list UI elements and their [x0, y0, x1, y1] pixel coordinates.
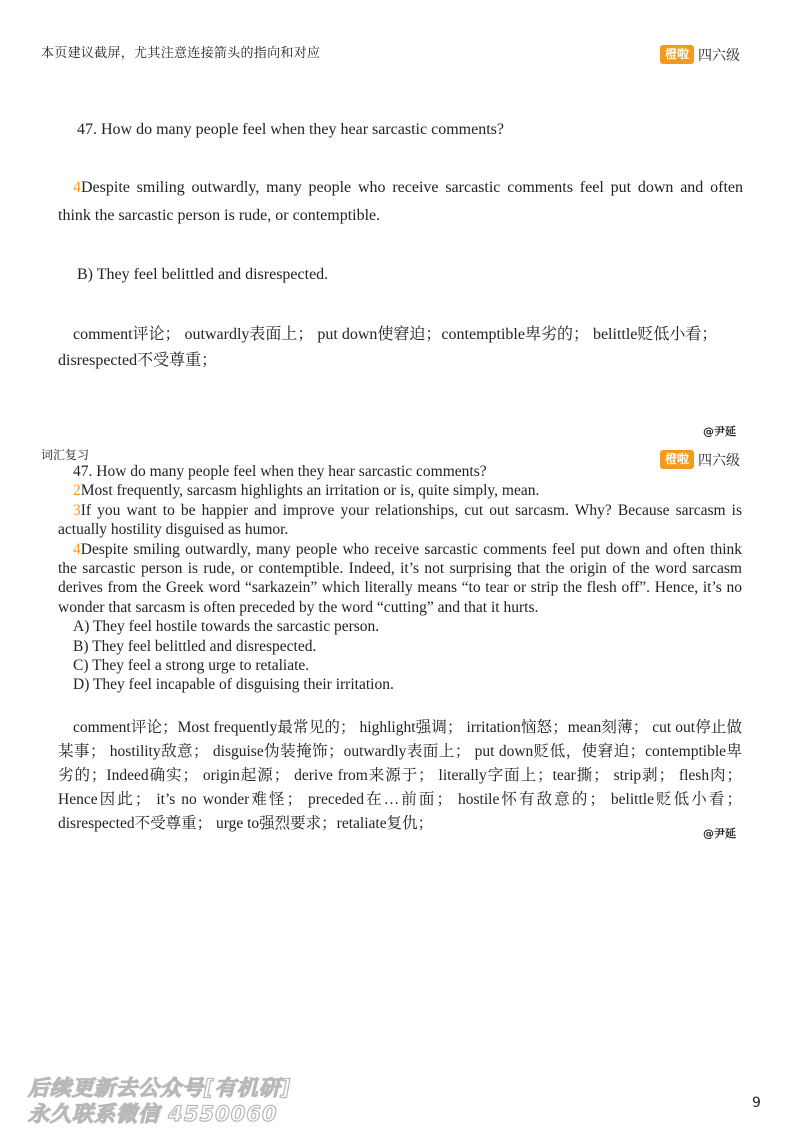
sentence-number: 2 [73, 482, 81, 500]
screenshot-tip: 本页建议截屏，尤其注意连接箭头的指向和对应 [41, 45, 321, 60]
brand-logo [660, 45, 740, 64]
watermark [28, 1075, 291, 1127]
sentence-number: 3 [73, 501, 81, 519]
passage-sentence: 3If you want to be happier and improve your relationships, cut out sarcasm. Why? Because sarcasm is actually hostility disguised as humor. [58, 501, 742, 539]
author-signature: @尹延 [703, 827, 736, 840]
answer-option: C) They feel a strong urge to retaliate. [73, 657, 310, 675]
section-label: 词汇复习 [41, 448, 90, 462]
vocabulary-text: comment评论； outwardly表面上； put down使窘迫；contemptible卑劣的； belittle贬低小看；disrespected不受尊重； [58, 326, 718, 369]
correct-answer: B) They feel belittled and disrespected. [77, 266, 329, 283]
answer-option: B) They feel belittled and disrespected. [73, 637, 317, 655]
question-heading: 47. How do many people feel when they hear sarcastic comments? [77, 121, 504, 138]
sentence-number: 4 [73, 179, 81, 196]
vocabulary-list [58, 716, 742, 836]
question-heading: 47. How do many people feel when they hear sarcastic comments? [73, 463, 487, 480]
passage-sentence: 4Despite smiling outwardly, many people who receive sarcastic comments feel put down and often think the sarcastic person is rude, or contemptible. Indeed, it’s not surprising that the origin of the word sarcasm derives from the Greek word “sarkazein” which literally means “to tear or strip the flesh off”. Hence, it’s no wonder that sarcasm is often preceded by the word “cutting” and that it hurts. [58, 540, 742, 616]
watermark-line: 永久联系微信 4550060 [28, 1102, 278, 1126]
answer-option: D) They feel incapable of disguising their irritation. [73, 676, 394, 694]
key-passage [58, 174, 743, 230]
review-block [58, 462, 742, 695]
answer-option: A) They feel hostile towards the sarcastic person. [73, 618, 380, 636]
vocabulary-list [58, 322, 743, 374]
vocabulary-text: comment评论；Most frequently最常见的； highlight强调； irritation恼怒；mean刻薄； cut out停止做某事； hostility敌意； disguise伪装掩饰；outwardly表面上； put down贬低，使窘迫；contemptible卑劣的；Indeed确实； origin起源； derive from来源于； literally字面上；tear撕； strip剥； flesh肉；Hence因此； it’s no wonder难怪； preceded在…前面； hostile怀有敌意的； belittle贬低小看；disrespected不受尊重； urge to强烈要求；retaliate复仇； [58, 719, 742, 832]
brand-text: 四六级 [698, 452, 741, 469]
passage-text: Despite smiling outwardly, many people who receive sarcastic comments feel put down and often think the sarcastic person is rude, or contemptible. [58, 179, 743, 224]
brand-text: 四六级 [698, 47, 741, 64]
author-signature: @尹延 [703, 425, 736, 438]
sentence-number: 4 [73, 540, 81, 558]
brand-mark: 橙啦 [660, 450, 694, 469]
watermark-line: 后续更新去公众号[有机研] [28, 1076, 292, 1100]
page-number: 9 [752, 1095, 761, 1111]
brand-mark: 橙啦 [660, 45, 694, 64]
passage-sentence: 2Most frequently, sarcasm highlights an irritation or is, quite simply, mean. [73, 482, 540, 500]
